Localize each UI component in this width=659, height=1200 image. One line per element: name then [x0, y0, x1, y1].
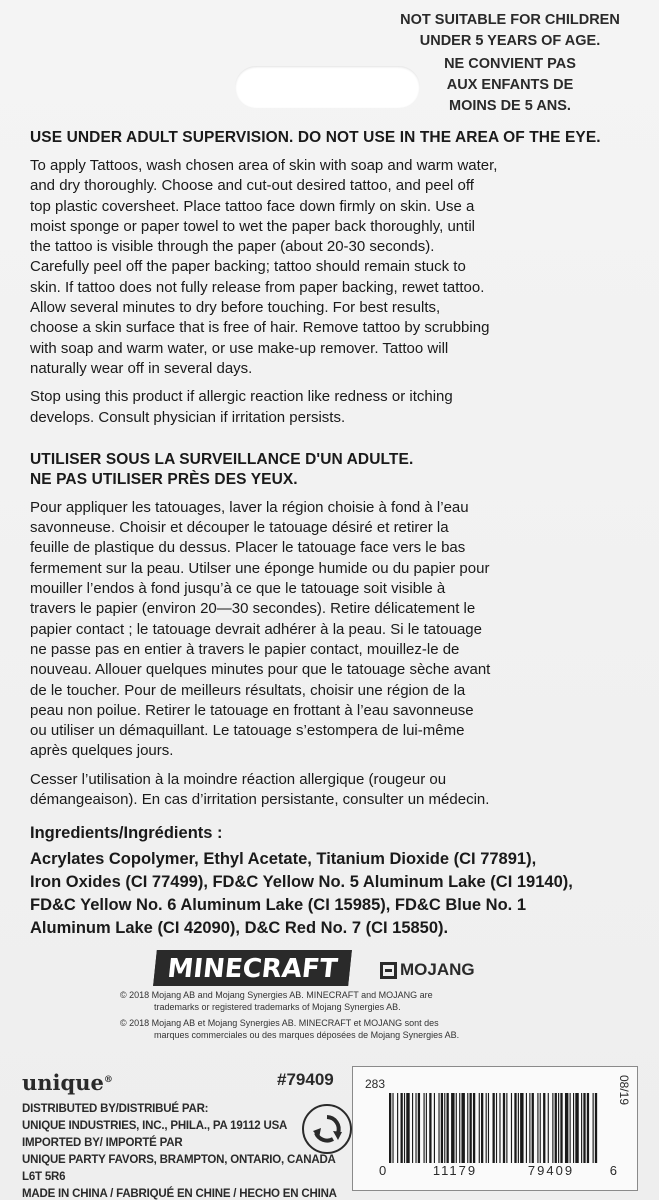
barcode-bar — [459, 1093, 460, 1163]
barcode-bar — [479, 1093, 480, 1163]
barcode-bar — [412, 1093, 413, 1163]
brand-name: unique — [22, 1070, 104, 1095]
text-line: MADE IN CHINA / FABRIQUÉ EN CHINE / HECHO EN CHINA — [22, 1188, 337, 1200]
text-line: naturally wear off in several days. — [30, 359, 253, 377]
text-line: de le toucher. Pour de meilleurs résultats, choisir une région de la — [30, 681, 466, 699]
barcode-digits — [379, 1163, 629, 1178]
barcode-bar — [511, 1093, 512, 1163]
barcode-bar — [570, 1093, 571, 1163]
barcode-bar — [548, 1093, 549, 1163]
french-allergy-warning — [30, 770, 635, 811]
text-line: with soap and warm water, or use make-up remover. Tattoo will — [30, 339, 449, 357]
barcode-bar — [540, 1093, 541, 1163]
barcode-bar — [595, 1093, 597, 1163]
barcode-bar — [552, 1093, 553, 1163]
text-line: Aluminum Lake (CI 42090), D&C Red No. 7 (CI 15850). — [30, 919, 449, 938]
text-line: démangeaison). En cas d’irritation persistante, consulter un médecin. — [30, 791, 490, 809]
text-line: papier contact ; le tatouage devrait adhérer à la peau. Si le tatouage — [30, 620, 482, 638]
barcode-bar — [444, 1093, 445, 1163]
barcode-bar — [575, 1093, 578, 1163]
date-code: 08/19 — [617, 1075, 631, 1106]
french-header — [30, 450, 635, 490]
text-line: NE PAS UTILISER PRÈS DES YEUX. — [30, 470, 298, 488]
text-line: Allow several minutes to dry before touching. For best results, — [30, 299, 441, 317]
text-line: moist sponge or paper towel to wet the paper back thoroughly, until — [30, 217, 475, 235]
barcode-bars — [389, 1093, 599, 1163]
barcode-bar — [481, 1093, 483, 1163]
text-line: peau non poilue. Retirer le tatouage en frottant à l’eau savonneuse — [30, 701, 474, 719]
text-line: ou utiliser un démaquillant. Le tatouage s’estompera de lui-même — [30, 722, 465, 740]
text-line: DISTRIBUTED BY/DISTRIBUÉ PAR: — [22, 1103, 209, 1115]
registered-mark: ® — [103, 1075, 113, 1085]
text-line: the tattoo is visible through the paper (about 20-30 seconds). — [30, 238, 435, 256]
age-warning-fr-line: MOINS DE 5 ANS. — [449, 98, 571, 114]
legal-line: © 2018 Mojang AB et Mojang Synergies AB. MINECRAFT et MOJANG sont des — [120, 1018, 439, 1028]
barcode-bar — [573, 1093, 574, 1163]
barcode-bar — [415, 1093, 416, 1163]
mojang-logo — [380, 958, 500, 982]
text-line: Stop using this product if allergic reaction like redness or itching — [30, 388, 453, 406]
barcode-bar — [389, 1093, 391, 1163]
barcode-bar — [467, 1093, 468, 1163]
barcode-bar — [424, 1093, 425, 1163]
lot-code: 283 — [365, 1077, 386, 1091]
text-line: Pour appliquer les tatouages, laver la région choisie à fond à l’eau — [30, 498, 469, 516]
legal-line: marques commerciales ou des marques déposées de Mojang Synergies AB. — [154, 1029, 460, 1040]
barcode-bar — [441, 1093, 443, 1163]
text-line: savonneuse. Choisir et découper le tatouage désiré et retirer la — [30, 519, 449, 537]
barcode-bar — [426, 1093, 427, 1163]
barcode-bar — [518, 1093, 519, 1163]
text-line: Cesser l’utilisation à la moindre réaction allergique (rougeur ou — [30, 770, 447, 788]
barcode-bar — [529, 1093, 530, 1163]
barcode-bar — [593, 1093, 594, 1163]
barcode-bar — [543, 1093, 545, 1163]
barcode-bar — [493, 1093, 495, 1163]
barcode-panel — [352, 1066, 638, 1191]
distributor-info — [22, 1068, 352, 1200]
barcode-digit-last: 6 — [609, 1163, 619, 1178]
barcode-bar — [555, 1093, 557, 1163]
text-line: UTILISER SOUS LA SURVEILLANCE D'UN ADULTE. — [30, 450, 414, 468]
text-line: UNIQUE INDUSTRIES, INC., PHILA., PA 19112 USA — [22, 1120, 288, 1132]
barcode-bar — [470, 1093, 472, 1163]
barcode-bar — [447, 1093, 449, 1163]
barcode-bar — [581, 1093, 582, 1163]
minecraft-logo: MINECRAFT — [153, 950, 352, 986]
barcode-bar — [392, 1093, 393, 1163]
legal-line: trademarks or registered trademarks of Mojang Synergies AB. — [154, 1001, 401, 1012]
legal-line: © 2018 Mojang AB and Mojang Synergies AB. MINECRAFT and MOJANG are — [120, 990, 433, 1000]
text-line: top plastic coversheet. Place tattoo face down firmly on skin. Use a — [30, 197, 475, 215]
barcode-bar — [438, 1093, 439, 1163]
barcode-bar — [404, 1093, 405, 1163]
barcode-bar — [558, 1093, 559, 1163]
barcode-bar — [503, 1093, 505, 1163]
text-line: IMPORTED BY/ IMPORTÉ PAR — [22, 1137, 183, 1149]
barcode-bar — [451, 1093, 454, 1163]
recycle-icon — [302, 1104, 352, 1154]
text-line: ne passe pas en entier à travers le papier contact, mouillez-le de — [30, 640, 460, 658]
distributor-lines — [22, 1101, 352, 1200]
barcode-bar — [473, 1093, 475, 1163]
barcode-bar — [520, 1093, 523, 1163]
item-number: #79409 — [277, 1070, 334, 1089]
barcode-bar — [526, 1093, 527, 1163]
text-line: mouiller l’endos à fond jusqu’à ce que le tatouage soit visible à — [30, 580, 446, 598]
text-line: feuille de plastique du dessus. Placer le tatouage face vers le bas — [30, 539, 466, 557]
barcode-bar — [496, 1093, 497, 1163]
text-line: Acrylates Copolymer, Ethyl Acetate, Titanium Dioxide (CI 77891), — [30, 850, 537, 869]
barcode-bar — [406, 1093, 409, 1163]
barcode-bar — [565, 1093, 568, 1163]
text-line: FD&C Yellow No. 6 Aluminum Lake (CI 15985), FD&C Blue No. 1 — [30, 896, 527, 915]
instructions-block — [30, 128, 635, 940]
barcode-bar — [418, 1093, 420, 1163]
barcode-bar — [514, 1093, 516, 1163]
text-line: and dry thoroughly. Choose and cut-out desired tattoo, and peel off — [30, 177, 474, 195]
text-line: fermement sur la peau. Utilser une éponge humide ou du papier pour — [30, 559, 490, 577]
french-instructions — [30, 498, 635, 762]
age-warning-fr-line: NE CONVIENT PAS — [444, 56, 576, 72]
ingredients-list — [30, 848, 635, 940]
text-line: Iron Oxides (CI 77499), FD&C Yellow No. 5 Aluminum Lake (CI 19140), — [30, 873, 573, 892]
barcode-bar — [456, 1093, 457, 1163]
barcode-group-1: 11179 — [432, 1163, 478, 1178]
age-warning-fr-line: AUX ENFANTS DE — [446, 77, 574, 93]
mojang-wordmark: MOJANG — [400, 960, 475, 979]
barcode-bar — [499, 1093, 500, 1163]
mojang-mark-icon — [380, 962, 397, 979]
barcode-bar — [486, 1093, 487, 1163]
barcode-bar — [397, 1093, 398, 1163]
barcode-digit-first: 0 — [379, 1163, 389, 1178]
barcode-bar — [587, 1093, 589, 1163]
barcode-bar — [583, 1093, 585, 1163]
text-line: travers le papier (environ 20—30 secondes). Retire délicatement le — [30, 600, 476, 618]
text-line: après quelques jours. — [30, 742, 174, 760]
ingredients-title: Ingredients/Ingrédients : — [30, 824, 223, 843]
barcode-bar — [461, 1093, 464, 1163]
barcode-bar — [488, 1093, 489, 1163]
text-line: nouveau. Allouer quelques minutes pour que le tatouage sèche avant — [30, 661, 491, 679]
english-header: USE UNDER ADULT SUPERVISION. DO NOT USE IN THE AREA OF THE EYE. — [30, 129, 601, 146]
text-line: UNIQUE PARTY FAVORS, BRAMPTON, ONTARIO, CANADA L6T 5R6 — [22, 1154, 336, 1183]
age-warning — [385, 10, 635, 117]
text-line: skin. If tattoo does not fully release from paper backing, rewet tattoo. — [30, 278, 485, 296]
text-line: choose a skin surface that is free of hair. Remove tattoo by scrubbing — [30, 319, 490, 337]
legal-notice — [120, 990, 550, 1041]
barcode-bar — [434, 1093, 435, 1163]
text-line: develops. Consult physician if irritation persists. — [30, 408, 346, 426]
text-line: To apply Tattoos, wash chosen area of skin with soap and warm water, — [30, 157, 498, 174]
barcode-bar — [532, 1093, 534, 1163]
age-warning-en-line: UNDER 5 YEARS OF AGE. — [419, 33, 601, 49]
brand-logos — [0, 950, 659, 990]
text-line: Carefully peel off the paper backing; tattoo should remain stuck to — [30, 258, 466, 276]
age-warning-en-line: NOT SUITABLE FOR CHILDREN — [400, 12, 620, 28]
english-allergy-warning — [30, 387, 635, 428]
barcode-group-2: 79409 — [527, 1163, 575, 1178]
barcode-bar — [401, 1093, 403, 1163]
barcode-bar — [537, 1093, 538, 1163]
barcode-bar — [429, 1093, 431, 1163]
english-instructions — [30, 156, 635, 379]
barcode-bar — [560, 1093, 562, 1163]
barcode-bar — [506, 1093, 507, 1163]
